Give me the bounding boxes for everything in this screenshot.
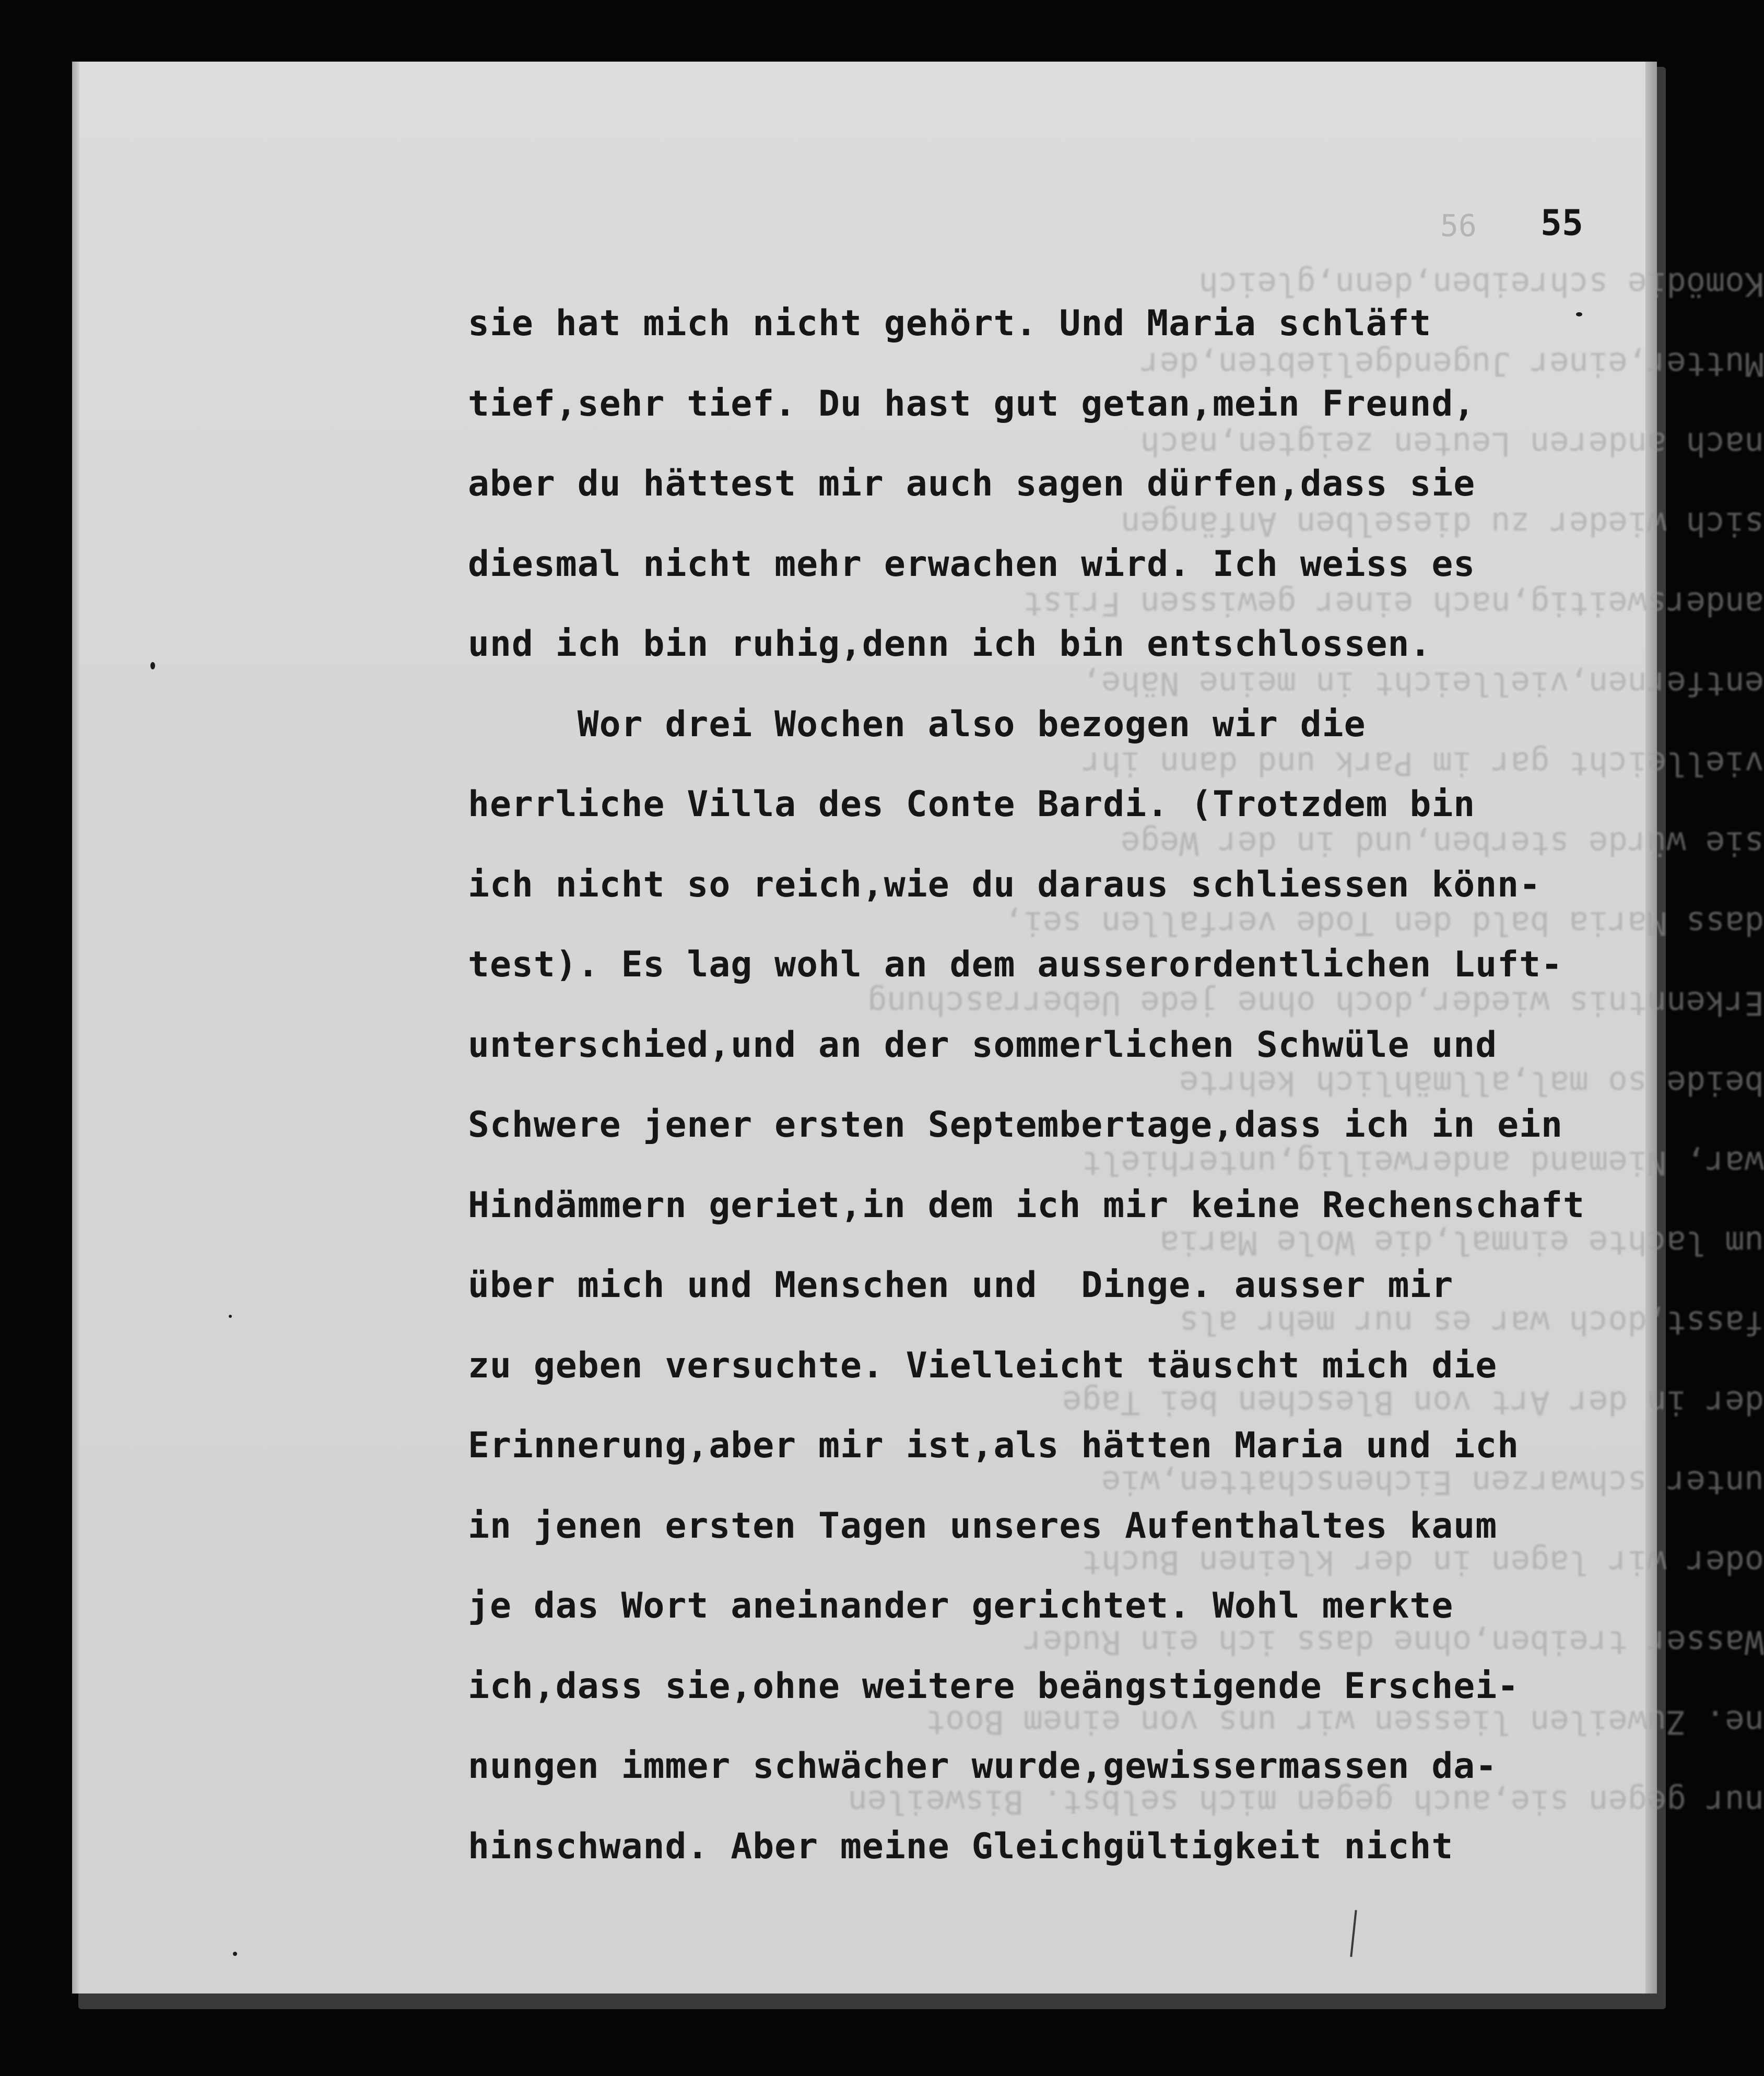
ink-speck — [229, 1315, 232, 1318]
show-through-line: andersweitig,nach einer gewissen Frist — [1023, 585, 1764, 623]
show-through-line: dass Maria bald den Tode verfallen sei, — [1004, 904, 1764, 942]
show-through-line: nach anderen Leuten zeigten,nach — [1140, 425, 1764, 463]
text-line: Wor drei Wochen also bezogen wir die — [468, 703, 1366, 745]
text-line: Erinnerung,aber mir ist,als hätten Maria und ich — [468, 1425, 1520, 1466]
text-line: aber du hättest mir auch sagen dürfen,dass sie — [468, 463, 1476, 504]
show-through-line: um lachte einmal,die Wole Maria — [1159, 1224, 1764, 1262]
show-through-line: entfernen,vielleicht in meine Nähe, — [1081, 665, 1764, 703]
pencil-stroke — [1350, 1910, 1357, 1957]
text-line: tief,sehr tief. Du hast gut getan,mein Freund, — [468, 383, 1476, 424]
text-line: diesmal nicht mehr erwachen wird. Ich weiss es — [468, 543, 1476, 585]
ink-speck — [1576, 312, 1582, 316]
show-through-line: sie würde sterben,und in der Wege — [1121, 824, 1764, 863]
text-line: ich,dass sie,ohne weitere beängstigende Erschei- — [468, 1665, 1520, 1707]
text-line: Schwere jener ersten Septembertage,dass ich in ein — [468, 1104, 1563, 1146]
text-line: je das Wort aneinander gerichtet. Wohl merkte — [468, 1585, 1454, 1626]
text-line: über mich und Menschen und Dinge. ausser mir — [468, 1265, 1454, 1306]
ink-speck — [233, 1952, 237, 1956]
text-line: unterschied,und an der sommerlichen Schwüle und — [468, 1024, 1498, 1066]
show-through-line: Erkenntnis wieder,doch ohne jede Ueberraschung — [867, 984, 1764, 1022]
ghost-page-number: 56 — [1440, 208, 1477, 243]
text-line: Hindämmern geriet,in dem ich mir keine Rechenschaft — [468, 1184, 1585, 1226]
show-through-line: ne. Zuweilen liessen wir uns von einem Boot — [925, 1703, 1764, 1741]
show-through-line: oder wir lagen in der kleinen Bucht — [1081, 1543, 1764, 1582]
text-line: sie hat mich nicht gehört. Und Maria schläft — [468, 303, 1432, 344]
text-line: test). Es lag wohl an dem ausserordentlichen Luft- — [468, 944, 1563, 985]
text-line: in jenen ersten Tagen unseres Aufenthaltes kaum — [468, 1505, 1498, 1547]
show-through-line: der in der Art von Bleschen bei Tage — [1062, 1384, 1764, 1422]
show-through-line: Mutter,einer Jugendgeliebten,der — [1140, 345, 1764, 383]
show-through-line: Komödie schreiben,denn,gleich — [1198, 265, 1764, 303]
page-number: 55 — [1540, 203, 1583, 244]
show-through-line: sich wieder zu dieselben Anfängen — [1121, 505, 1764, 543]
body-text — [468, 284, 1742, 1886]
text-line: ich nicht so reich,wie du daraus schliessen könn- — [468, 864, 1542, 905]
text-line: zu geben versuchte. Vielleicht täuscht mich die — [468, 1344, 1498, 1386]
page-left-edge — [72, 62, 79, 1994]
show-through-line: fasst,doch war es nur mehr als — [1179, 1304, 1764, 1342]
text-line: nungen immer schwächer wurde,gewissermassen da- — [468, 1745, 1498, 1787]
show-through-line: nur gegen sie,auch gegen mich selbst. Bisweilen — [848, 1783, 1764, 1821]
show-through-line: beide so mal,allmählich kehrte — [1179, 1064, 1764, 1102]
typewritten-page — [72, 62, 1764, 1994]
text-line: und ich bin ruhig,denn ich bin entschlossen. — [468, 623, 1432, 665]
show-through-line: Wasser treiben,ohne dass ich ein Ruder — [1023, 1623, 1764, 1661]
show-through-line: vielleicht gar im Park und dann ihr — [1081, 745, 1764, 783]
text-line: herrliche Villa des Conte Bardi. (Trotzdem bin — [468, 784, 1476, 825]
show-through-line: war, Niemand anderweilig,unterhielt — [1081, 1144, 1764, 1182]
ink-speck — [150, 662, 155, 669]
show-through-line: unter schwarzen Eichenschatten,wie — [1101, 1464, 1764, 1502]
text-line: hinschwand. Aber meine Gleichgültigkeit nicht — [468, 1825, 1454, 1867]
